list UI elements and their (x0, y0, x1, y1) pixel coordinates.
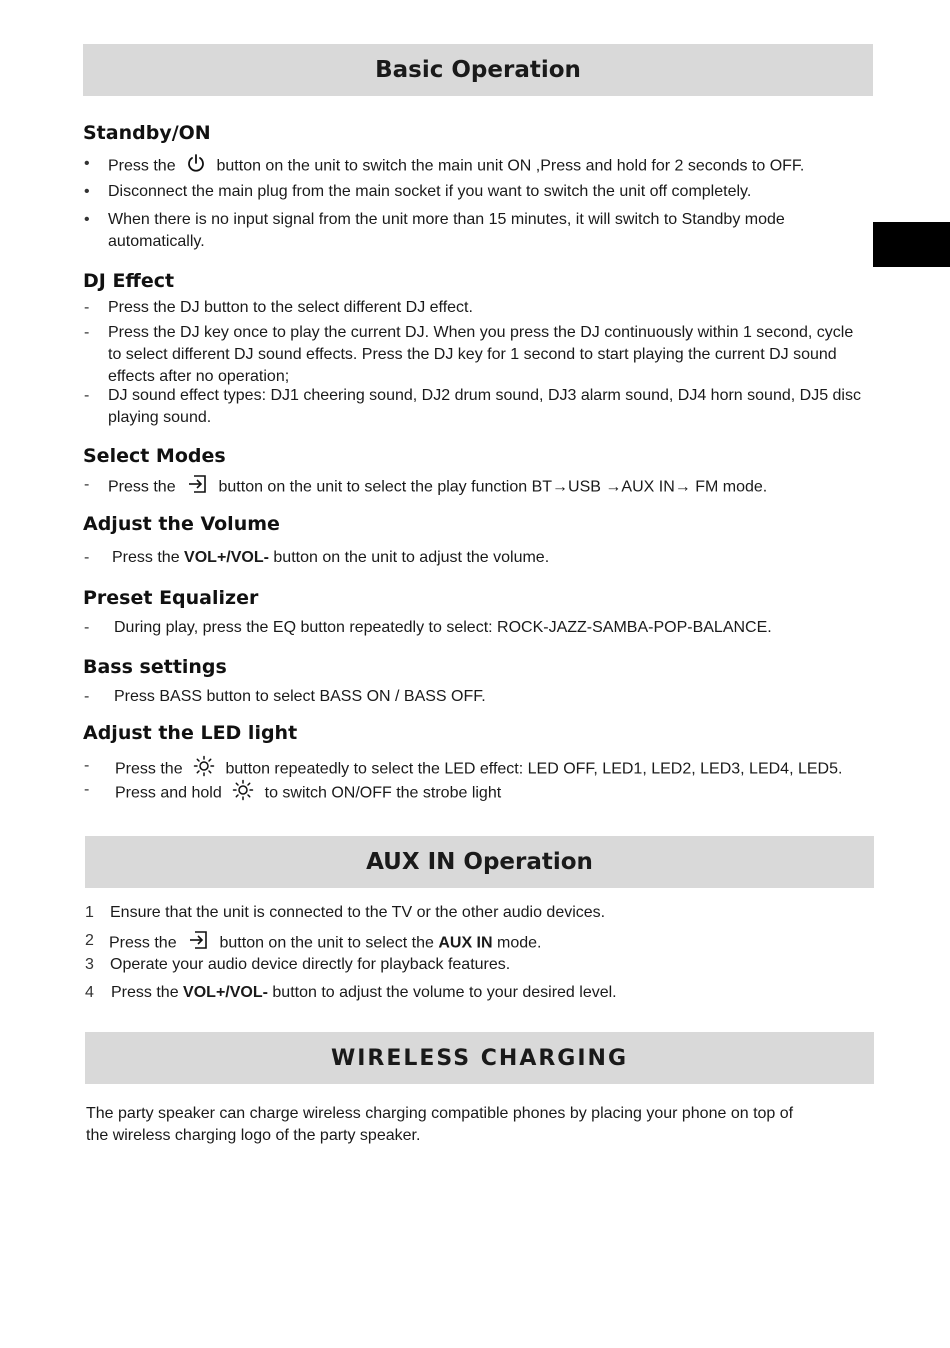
dj-item-3-line-2: playing sound. (108, 409, 212, 426)
arrow-icon: → (674, 478, 691, 496)
standby-bullet-1-pre: Press the (108, 157, 176, 175)
heading-adjust-volume: Adjust the Volume (83, 513, 280, 535)
section-banner-wireless-charging: WIRELESS CHARGING (85, 1032, 874, 1084)
side-tab-marker (873, 222, 950, 267)
dash-marker: - (84, 387, 90, 404)
aux-step-4 (111, 982, 617, 1004)
led-sun-icon (232, 779, 254, 808)
section-banner-aux-in: AUX IN Operation (85, 836, 874, 888)
equalizer-text: During play, press the EQ button repeatedly to select: ROCK-JAZZ-SAMBA-POP-BALANCE. (114, 619, 772, 636)
aux-step-2-pre: Press the (109, 934, 177, 952)
step-number: 3 (85, 956, 94, 973)
bullet-marker: • (84, 155, 90, 172)
aux-step-3: Operate your audio device directly for playback features. (110, 956, 511, 973)
modes-fm: FM mode. (695, 478, 768, 496)
modes-aux: AUX IN (621, 478, 675, 496)
volume-key: VOL+/VOL- (184, 549, 269, 566)
volume-post: button on the unit to adjust the volume. (273, 549, 550, 566)
led-line-2 (115, 779, 501, 808)
aux-step-2-bold: AUX IN (438, 934, 493, 952)
aux-step-2-post: mode. (497, 934, 542, 952)
modes-pre: Press the (108, 478, 176, 496)
step-number: 1 (85, 904, 94, 921)
dj-item-2-line-2: to select different DJ sound effects. Press the DJ key for 1 second to start playing the current DJ sound (108, 346, 837, 363)
led-line-1-post: button repeatedly to select the LED effect: LED OFF, LED1, LED2, LED3, LED4, LED5. (225, 760, 843, 778)
dash-marker: - (84, 757, 90, 774)
standby-bullet-3-line-1: When there is no input signal from the unit more than 15 minutes, it will switch to Standby mode (108, 211, 785, 228)
bullet-marker: • (84, 211, 90, 228)
volume-pre: Press the (112, 549, 180, 566)
modes-usb: USB (568, 478, 601, 496)
heading-dj-effect: DJ Effect (83, 270, 175, 292)
aux-step-4-pre: Press the (111, 984, 179, 1001)
arrow-icon: → (552, 478, 569, 496)
arrow-icon: → (605, 478, 622, 496)
mode-input-icon (187, 930, 209, 957)
step-number: 2 (85, 932, 94, 949)
heading-bass-settings: Bass settings (83, 656, 227, 678)
heading-preset-equalizer: Preset Equalizer (83, 587, 259, 609)
dash-marker: - (84, 299, 90, 316)
dash-marker: - (84, 688, 90, 705)
wireless-text-line-2: the wireless charging logo of the party speaker. (86, 1127, 421, 1144)
volume-text (112, 547, 549, 569)
dash-marker: - (84, 619, 90, 636)
mode-input-icon (186, 474, 208, 501)
heading-standby: Standby/ON (83, 122, 211, 144)
modes-mid: button on the unit to select the play function BT (218, 478, 553, 496)
wireless-text-line-1: The party speaker can charge wireless charging compatible phones by placing your phone on top of (86, 1105, 794, 1122)
led-line-2-pre: Press and hold (115, 784, 222, 802)
dash-marker: - (84, 781, 90, 798)
power-icon (186, 153, 206, 180)
dash-marker: - (84, 324, 90, 341)
standby-bullet-3-line-2: automatically. (108, 233, 205, 250)
led-line-2-post: to switch ON/OFF the strobe light (264, 784, 502, 802)
heading-adjust-led: Adjust the LED light (83, 722, 298, 744)
dj-item-2-line-3: effects after no operation; (108, 368, 290, 385)
dj-item-1: Press the DJ button to the select different DJ effect. (108, 299, 473, 316)
aux-step-2-mid: button on the unit to select the (219, 934, 434, 952)
section-banner-basic-operation: Basic Operation (83, 44, 873, 96)
step-number: 4 (85, 984, 94, 1001)
aux-step-4-post: button to adjust the volume to your desired level. (272, 984, 617, 1001)
dash-marker: - (84, 476, 90, 493)
dj-item-3-line-1: DJ sound effect types: DJ1 cheering sound, DJ2 drum sound, DJ3 alarm sound, DJ4 horn sound, DJ5 disc (108, 387, 861, 404)
bass-text: Press BASS button to select BASS ON / BASS OFF. (114, 688, 486, 705)
standby-bullet-2: Disconnect the main plug from the main socket if you want to switch the unit off completely. (108, 183, 752, 200)
bullet-marker: • (84, 183, 90, 200)
standby-bullet-1-post: button on the unit to switch the main unit ON ,Press and hold for 2 seconds to OFF. (216, 157, 805, 175)
aux-step-2 (109, 930, 541, 957)
led-line-1-pre: Press the (115, 760, 183, 778)
dj-item-2-line-1: Press the DJ key once to play the current DJ. When you press the DJ continuously within 1 second, cycle (108, 324, 854, 341)
aux-step-4-bold: VOL+/VOL- (183, 984, 268, 1001)
dash-marker: - (84, 549, 90, 566)
standby-bullet-1 (108, 153, 804, 180)
aux-step-1: Ensure that the unit is connected to the TV or the other audio devices. (110, 904, 606, 921)
select-modes-text (108, 474, 767, 501)
heading-select-modes: Select Modes (83, 445, 226, 467)
